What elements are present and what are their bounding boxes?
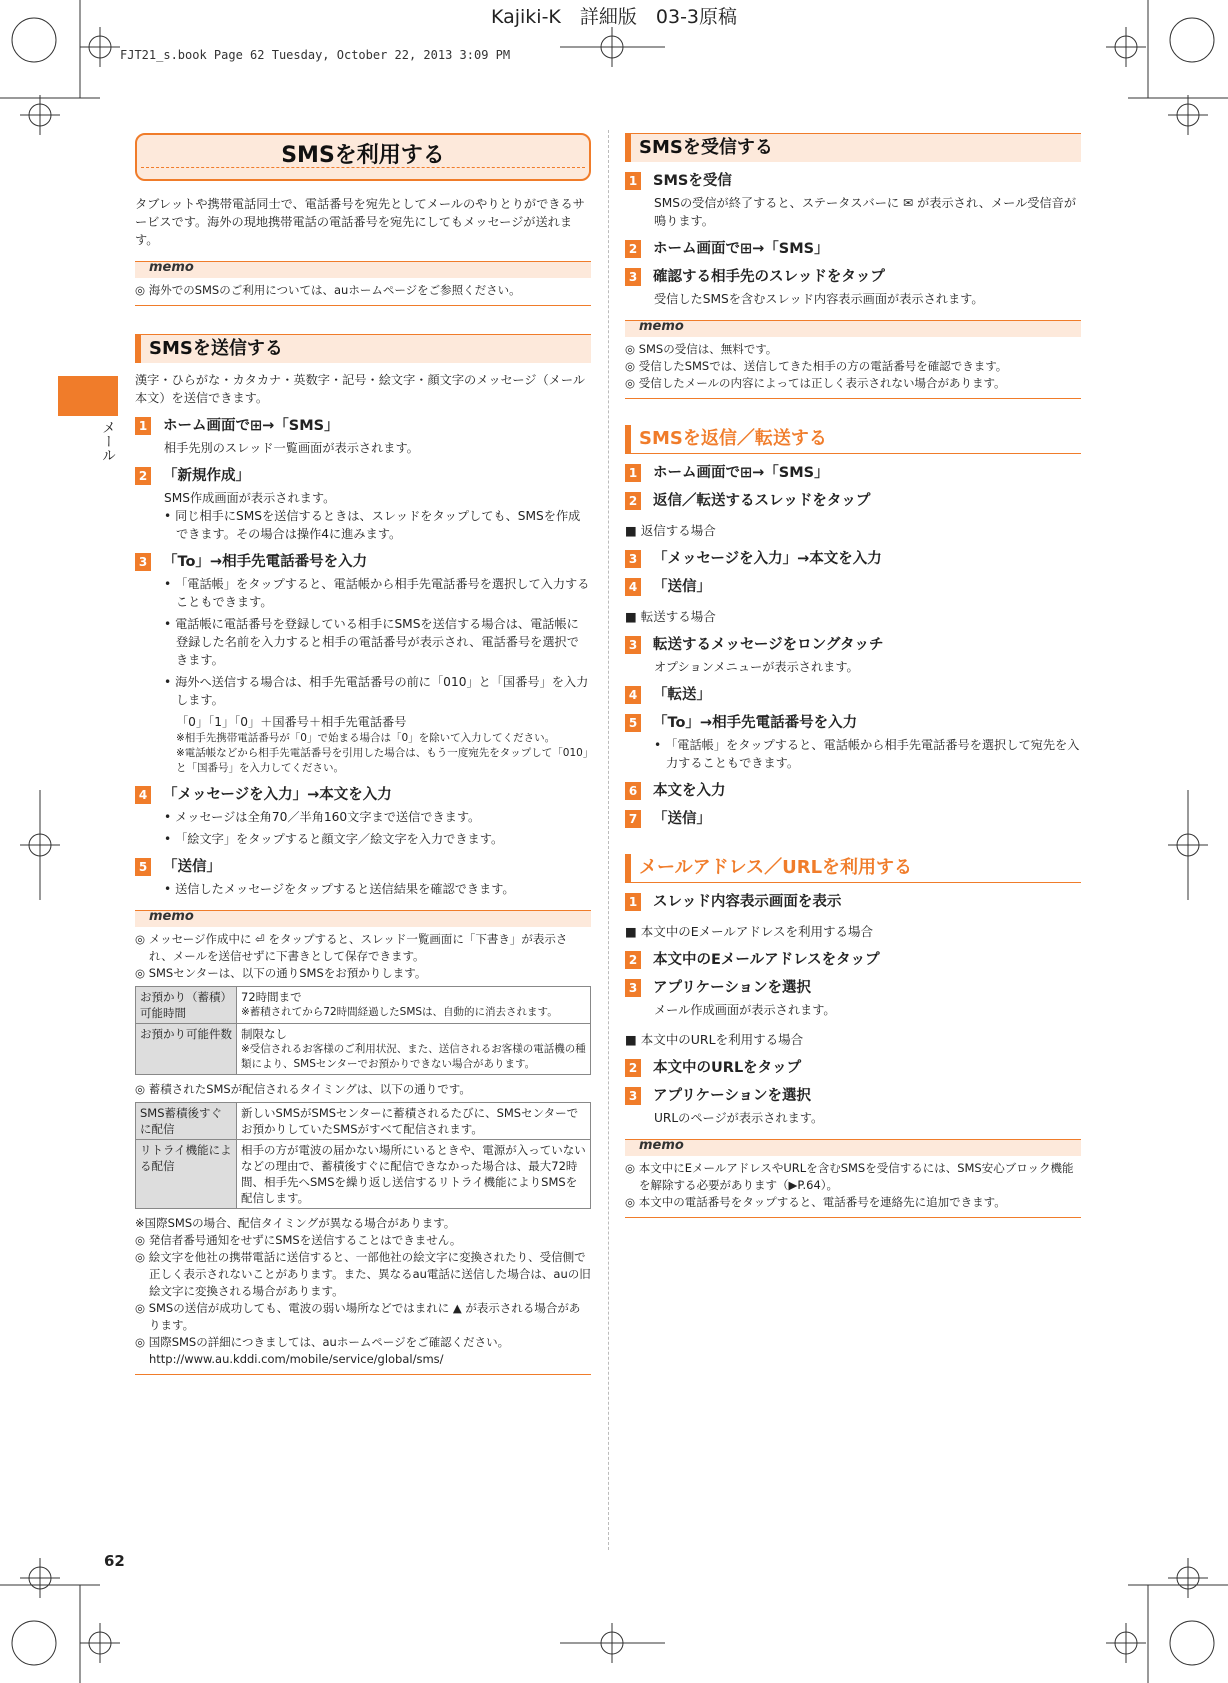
note: ※電話帳などから相手先電話番号を引用した場合は、もう一度宛先をタップして「010」と「国番号」を入力してください。 (176, 747, 589, 774)
step-number: 4 (625, 686, 641, 704)
delivery-table (135, 1102, 591, 1209)
step-title: 本文中のEメールアドレスをタップ (653, 952, 880, 968)
step-desc: 受信したSMSを含むスレッド内容表示画面が表示されます。 (654, 292, 984, 306)
step-title: アプリケーションを選択 (653, 980, 812, 996)
step-desc: SMS作成画面が表示されます。 (164, 491, 336, 505)
step-3 (625, 268, 1081, 286)
step-number: 4 (625, 578, 641, 596)
table-cell: 新しいSMSがSMSセンターに蓄積されるたびに、SMSセンターでお預かりしていたSMSがすべて配信されます。 (237, 1103, 591, 1140)
table-row (136, 1103, 591, 1140)
step-6 (625, 782, 1081, 800)
memo-row: ◎ 蓄積されたSMSが配信されるタイミングは、以下の通りです。 (135, 1082, 471, 1096)
step-number: 2 (625, 492, 641, 510)
step-number: 5 (135, 858, 151, 876)
section-title-reply: SMSを返信／転送する (625, 425, 1081, 454)
intro-text: タブレットや携帯電話同士で、電話番号を宛先としてメールのやりとりができるサービスです。海外の現地携帯電話の電話番号を宛先にしてもメッセージが送れます。 (135, 197, 585, 247)
step-number: 4 (135, 786, 151, 804)
memo-row: ◎ 本文中の電話番号をタップすると、電話番号を連絡先に追加できます。 (625, 1195, 1006, 1209)
section-title-send: SMSを送信する (135, 334, 591, 363)
memo-row: ◎ 受信したメールの内容によっては正しく表示されない場合があります。 (625, 376, 1006, 390)
step-1 (625, 172, 1081, 190)
step-1 (135, 417, 591, 435)
step-number: 1 (135, 417, 151, 435)
memo-block (625, 1160, 1081, 1218)
step-4 (625, 578, 1081, 596)
step-3 (625, 1087, 1081, 1105)
note: ※相手先携帯電話番号が「0」で始まる場合は「0」を除いて入力してください。 (176, 732, 556, 744)
step-bullet: • 「絵文字」をタップすると顔文字／絵文字を入力できます。 (164, 832, 504, 846)
step-3 (625, 636, 1081, 654)
memo-label: memo (639, 319, 684, 334)
step-bullet: • 同じ相手にSMSを送信するときは、スレッドをタップしても、SMSを作成できます。その場合は操作4に進みます。 (164, 509, 581, 541)
step-number: 7 (625, 810, 641, 828)
step-title: ホーム画面で⊞→「SMS」 (653, 465, 829, 481)
step-title: アプリケーションを選択 (653, 1088, 812, 1104)
step-5 (625, 714, 1081, 732)
step-title: 「新規作成」 (163, 468, 250, 484)
step-number: 3 (135, 553, 151, 571)
step-desc: SMSの受信が終了すると、ステータスバーに ✉ が表示され、メール受信音が鳴ります。 (654, 196, 1077, 228)
section-title-url: メールアドレス／URLを利用する (625, 854, 1081, 883)
step-title: 「転送」 (653, 687, 711, 703)
step-title: 「送信」 (163, 859, 221, 875)
step-title: 「送信」 (653, 579, 711, 595)
step-number: 3 (625, 636, 641, 654)
step-bullet: • 「電話帳」をタップすると、電話帳から相手先電話番号を選択して宛先を入力することもできます。 (654, 738, 1080, 770)
subheading: ■ 転送する場合 (625, 609, 716, 624)
step-number: 2 (625, 951, 641, 969)
cell-note: ※受信されるお客様のご利用状況、また、送信されるお客様の電話機の種類により、SMSセンターでお預かりできない場合があります。 (241, 1043, 586, 1070)
memo-label: memo (149, 909, 194, 924)
step-title: ホーム画面で⊞→「SMS」 (163, 418, 339, 434)
step-number: 2 (135, 467, 151, 485)
step-4 (625, 686, 1081, 704)
table-head: お預かり（蓄積）可能時間 (136, 987, 237, 1024)
step-number: 2 (625, 240, 641, 258)
memo-row: ◎ SMSの送信が成功しても、電波の弱い場所などではまれに ▲ が表示される場合があります。 (135, 1301, 581, 1332)
step-2 (625, 951, 1081, 969)
memo-header (135, 261, 591, 278)
step-2 (135, 467, 591, 485)
cell-note: ※蓄積されてから72時間経過したSMSは、自動的に消去されます。 (241, 1006, 558, 1018)
subheading: ■ 本文中のEメールアドレスを利用する場合 (625, 924, 874, 939)
step-number: 1 (625, 893, 641, 911)
table-cell (237, 1024, 591, 1075)
step-bullet: • メッセージは全角70／半角160文字まで送信できます。 (164, 810, 481, 824)
memo-label: memo (639, 1138, 684, 1153)
step-bullet: • 海外へ送信する場合は、相手先電話番号の前に「010」と「国番号」を入力します。 (164, 675, 589, 707)
cell-value: 72時間まで (241, 990, 302, 1004)
step-desc: URLのページが表示されます。 (654, 1111, 824, 1125)
right-column (625, 133, 1081, 1228)
memo-row: ◎ 発信者番号通知をせずにSMSを送信することはできません。 (135, 1233, 462, 1247)
step-title: 「To」→相手先電話番号を入力 (653, 715, 858, 731)
step-number: 2 (625, 1059, 641, 1077)
step-bullet: • 送信したメッセージをタップすると送信結果を確認できます。 (164, 882, 515, 896)
step-3 (625, 550, 1081, 568)
step-desc: オプションメニューが表示されます。 (654, 660, 859, 674)
step-number: 3 (625, 268, 641, 286)
step-5 (135, 858, 591, 876)
memo-header (625, 320, 1081, 337)
table-head: お預かり可能件数 (136, 1024, 237, 1075)
step-2 (625, 240, 1081, 258)
step-bullet: • 電話帳に電話番号を登録している相手にSMSを送信する場合は、電話帳に登録した名前を入力すると相手の電話番号が表示され、電話番号を選択できます。 (164, 617, 579, 667)
section-title-receive: SMSを受信する (625, 133, 1081, 162)
chapter-label: メール (100, 420, 116, 462)
column-divider (608, 130, 609, 1550)
step-number: 6 (625, 782, 641, 800)
step-title: 本文中のURLをタップ (653, 1060, 802, 1076)
book-info: FJT21_s.book Page 62 Tuesday, October 22, 2013 3:09 PM (120, 48, 511, 62)
memo-label: memo (149, 260, 194, 275)
memo-row: ◎ SMSの受信は、無料です。 (625, 342, 778, 356)
step-title: 返信／転送するスレッドをタップ (653, 493, 871, 509)
step-title: 本文を入力 (653, 783, 726, 799)
memo-block (135, 931, 591, 1375)
memo-block (135, 282, 591, 306)
step-bullet: • 「電話帳」をタップすると、電話帳から相手先電話番号を選択して入力することもできます。 (164, 577, 590, 609)
table-head: リトライ機能による配信 (136, 1140, 237, 1209)
step-title: 「To」→相手先電話番号を入力 (163, 554, 368, 570)
step-1 (625, 464, 1081, 482)
table-cell (237, 987, 591, 1024)
cell-value: 制限なし (241, 1027, 287, 1041)
step-3 (625, 979, 1081, 997)
step-number: 5 (625, 714, 641, 732)
chapter-tab (58, 376, 118, 416)
storage-table (135, 986, 591, 1075)
step-number: 1 (625, 464, 641, 482)
subheading: ■ 本文中のURLを利用する場合 (625, 1032, 804, 1047)
step-4 (135, 786, 591, 804)
page-number: 62 (104, 1552, 125, 1570)
send-intro: 漢字・ひらがな・カタカナ・英数字・記号・絵文字・顔文字のメッセージ（メール本文）を送信できます。 (135, 373, 585, 405)
memo-row: ◎ 受信したSMSでは、送信してきた相手の方の電話番号を確認できます。 (625, 359, 1008, 373)
step-2 (625, 1059, 1081, 1077)
memo-row: ◎ 国際SMSの詳細につきましては、auホームページをご確認ください。http://www.au.kddi.com/mobile/service/global/sms/ (135, 1335, 510, 1366)
step-number: 3 (625, 550, 641, 568)
step-desc: 相手先別のスレッド一覧画面が表示されます。 (164, 441, 419, 455)
number-format: 「0」「1」「0」＋国番号＋相手先電話番号 (176, 715, 407, 729)
memo-header (135, 910, 591, 927)
step-7 (625, 810, 1081, 828)
step-title: スレッド内容表示画面を表示 (653, 894, 842, 910)
step-desc: メール作成画面が表示されます。 (654, 1003, 836, 1017)
memo-header (625, 1139, 1081, 1156)
step-2 (625, 492, 1081, 510)
step-3 (135, 553, 591, 571)
memo-block (625, 341, 1081, 399)
step-title: ホーム画面で⊞→「SMS」 (653, 241, 829, 257)
table-row (136, 1024, 591, 1075)
memo-row: ※国際SMSの場合、配信タイミングが異なる場合があります。 (135, 1216, 456, 1230)
table-row (136, 987, 591, 1024)
step-number: 1 (625, 172, 641, 190)
main-title-box (135, 133, 591, 181)
subheading: ■ 返信する場合 (625, 523, 716, 538)
step-1 (625, 893, 1081, 911)
memo-row: ◎ 絵文字を他社の携帯電話に送信すると、一部他社の絵文字に変換されたり、受信側で正しく表示されないことがあります。また、異なるau電話に送信した場合は、auの旧絵文字に変換される場合があります。 (135, 1250, 591, 1298)
table-head: SMS蓄積後すぐに配信 (136, 1103, 237, 1140)
memo-row: ◎ 本文中にEメールアドレスやURLを含むSMSを受信するには、SMS安心ブロック機能を解除する必要があります（▶P.64）。 (625, 1161, 1074, 1192)
memo-row: ◎ 海外でのSMSのご利用については、auホームページをご参照ください。 (135, 283, 521, 297)
header-title: Kajiki-K 詳細版 03-3原稿 (490, 6, 738, 28)
step-title: 転送するメッセージをロングタッチ (653, 637, 884, 653)
table-row (136, 1140, 591, 1209)
step-number: 3 (625, 979, 641, 997)
step-title: 「メッセージを入力」→本文を入力 (163, 787, 392, 803)
step-title: 「メッセージを入力」→本文を入力 (653, 551, 882, 567)
step-title: SMSを受信 (653, 173, 732, 189)
memo-row: ◎ SMSセンターは、以下の通りSMSをお預かりします。 (135, 966, 427, 980)
step-number: 3 (625, 1087, 641, 1105)
main-title: SMSを利用する (141, 147, 585, 168)
step-title: 「送信」 (653, 811, 711, 827)
step-title: 確認する相手先のスレッドをタップ (653, 269, 885, 285)
table-cell: 相手の方が電波の届かない場所にいるときや、電源が入っていないなどの理由で、蓄積後すぐに配信できなかった場合は、最大72時間、相手先へSMSを繰り返し送信するリトライ機能によりSMSを配信します。 (237, 1140, 591, 1209)
memo-row: ◎ メッセージ作成中に ⏎ をタップすると、スレッド一覧画面に「下書き」が表示され、メールを送信せずに下書きとして保存できます。 (135, 932, 568, 963)
left-column (135, 133, 591, 1385)
